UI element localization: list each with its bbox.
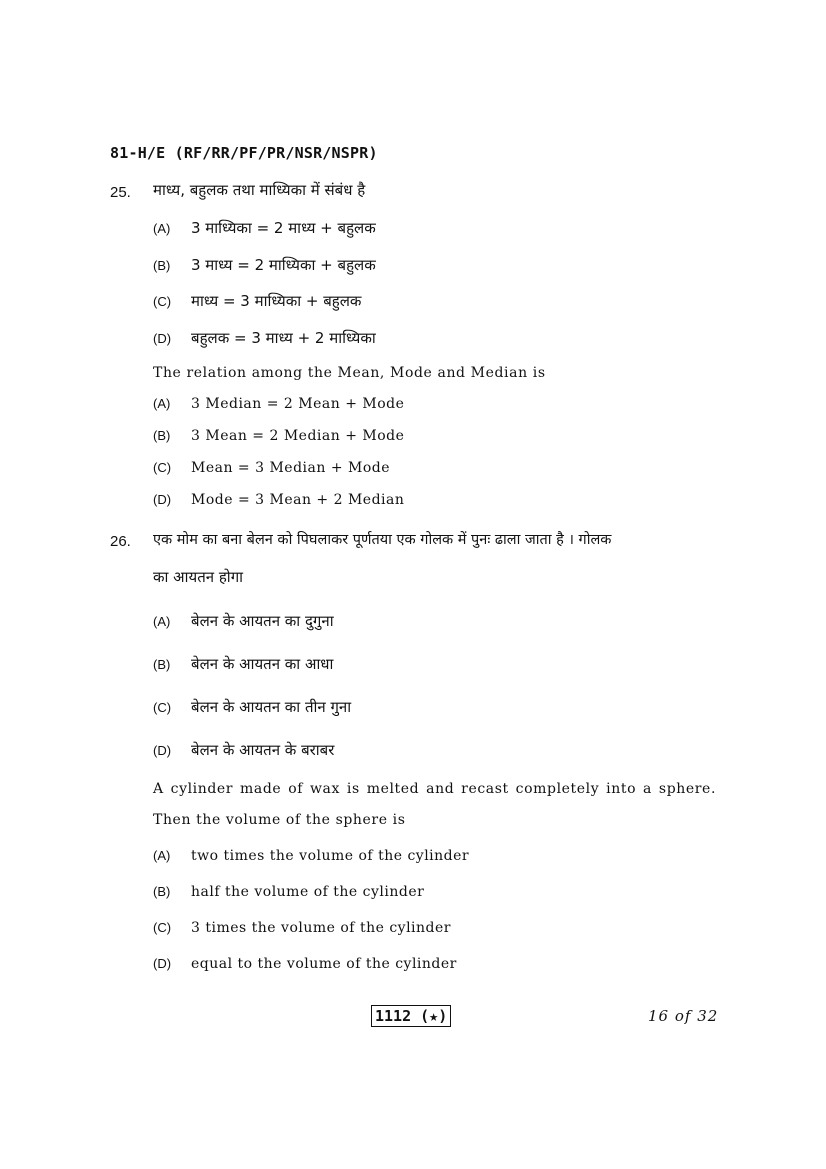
option-label: (C) [153,700,172,715]
option-english-c [153,460,390,477]
option-english-d [153,956,457,973]
option-text: बहुलक = 3 माध्य + 2 माध्यिका [191,329,376,347]
option-label: (B) [153,258,171,273]
option-hindi-b [153,654,333,674]
option-label: (B) [153,657,171,672]
option-english-a [153,848,469,865]
option-text: 3 times the volume of the cylinder [191,920,451,936]
option-text: two times the volume of the cylinder [191,848,470,864]
option-hindi-c [153,697,351,717]
page-indicator: 16 of 32 [648,1007,719,1025]
option-text: बेलन के आयतन का तीन गुना [191,698,352,716]
question-stem-english-line-1: A cylinder made of wax is melted and recast completely into a sphere. [153,781,716,797]
option-english-d [153,492,404,509]
question-stem-hindi: माध्य, बहुलक तथा माध्यिका में संबंध है [153,181,366,199]
option-text: बेलन के आयतन का आधा [191,655,334,673]
option-label: (B) [153,884,171,899]
option-english-a [153,396,404,413]
option-hindi-a [153,611,334,631]
option-hindi-b [153,255,376,275]
option-english-b [153,884,424,901]
question-number: 26. [110,533,131,550]
option-text: equal to the volume of the cylinder [191,956,457,972]
option-label: (A) [153,396,171,411]
option-hindi-d [153,740,334,760]
option-text: माध्य = 3 माध्यिका + बहुलक [191,292,362,310]
option-hindi-a [153,218,376,238]
option-label: (C) [153,294,172,309]
option-hindi-d [153,328,376,348]
option-label: (B) [153,428,171,443]
question-stem-hindi-line-2: का आयतन होगा [153,568,244,586]
option-label: (D) [153,492,172,507]
option-text: Mean = 3 Median + Mode [191,460,391,476]
option-label: (D) [153,956,172,971]
option-english-b [153,428,404,445]
booklet-code-box: 1112 (★) [371,1005,451,1027]
question-number: 25. [110,184,131,201]
paper-code: 81-H/E (RF/RR/PF/PR/NSR/NSPR) [110,144,378,162]
question-stem-english-line-2: Then the volume of the sphere is [153,812,406,828]
option-label: (D) [153,743,172,758]
option-text: 3 Mean = 2 Median + Mode [191,428,405,444]
question-stem-english: The relation among the Mean, Mode and Median is [153,365,546,381]
option-text: Mode = 3 Mean + 2 Median [191,492,405,508]
option-label: (C) [153,920,172,935]
option-hindi-c [153,291,361,311]
option-label: (A) [153,614,171,629]
option-text: half the volume of the cylinder [191,884,425,900]
option-label: (A) [153,848,171,863]
option-english-c [153,920,451,937]
option-label: (D) [153,331,172,346]
option-text: 3 माध्यिका = 2 माध्य + बहुलक [191,219,376,237]
option-label: (A) [153,221,171,236]
option-label: (C) [153,460,172,475]
question-stem-hindi-line-1: एक मोम का बना बेलन को पिघलाकर पूर्णतया एक गोलक में पुनः ढाला जाता है । गोलक [153,532,612,548]
option-text: 3 माध्य = 2 माध्यिका + बहुलक [191,256,376,274]
option-text: बेलन के आयतन का दुगुना [191,612,334,630]
option-text: 3 Median = 2 Mean + Mode [191,396,405,412]
option-text: बेलन के आयतन के बराबर [191,741,335,759]
